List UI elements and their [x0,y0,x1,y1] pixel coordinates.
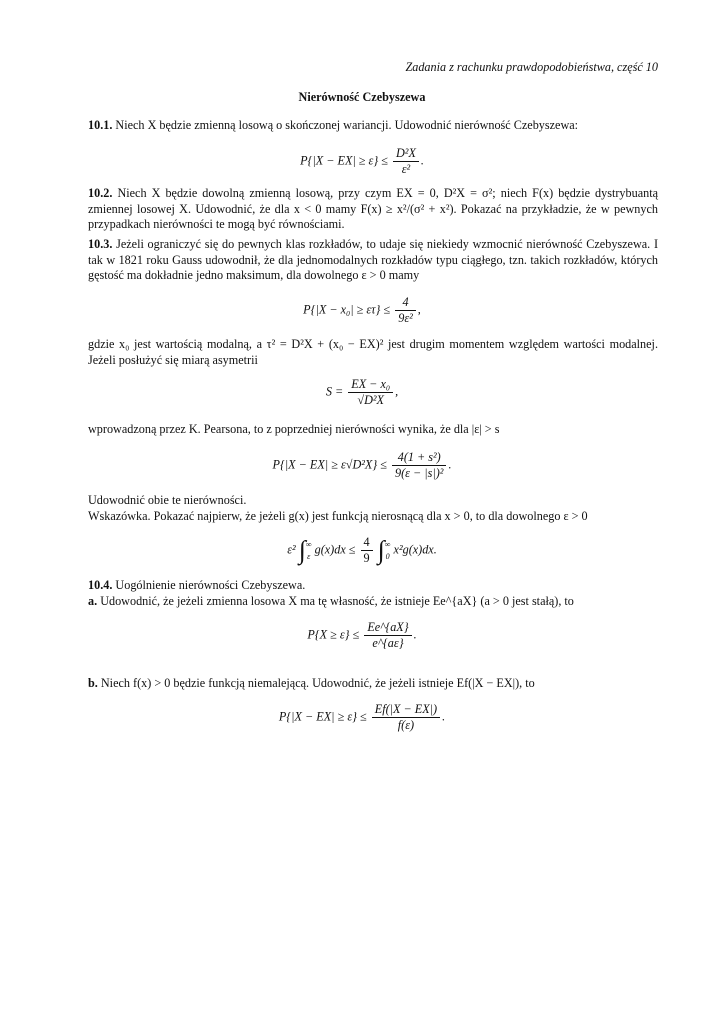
formula-a: ε² [287,542,296,557]
formula-fraction [395,295,416,326]
problem-number: 10.1. [88,118,113,132]
formula-end: . [442,709,446,724]
formula-lhs: P{|X − EX| ≥ ε} ≤ [278,709,367,724]
paragraph-pearson: wprowadzoną przez K. Pearsona, to z poprzedniej nierówności wynika, że dla |ε| > s [88,422,500,436]
fraction-denominator: f(ε) [397,718,415,732]
formula-gauss [0,295,724,326]
fraction-numerator: D²X [393,146,419,162]
formula-end: . [448,457,452,472]
problem-text: Udowodnić, że jeżeli zmienna losowa X ma tę własność, że istnieje Ee^{aX} (a > 0 jest stałą), to [100,594,574,608]
formula-general [0,702,724,733]
formula-lhs: P{X ≥ ε} ≤ [307,627,360,642]
fraction-numerator: 4 [395,295,416,311]
problem-number: a. [88,594,98,608]
formula-end: , [395,384,399,399]
integral-sign: ∫ [298,535,306,565]
problem-10-3 [88,237,658,284]
fraction-numerator: 4 [361,535,373,551]
problem-number: b. [88,676,98,690]
page-header: Zadania z rachunku prawdopodobieństwa, część 10 [405,60,658,74]
formula-fraction [392,450,446,481]
problem-text: Jeżeli ograniczyć się do pewnych klas rozkładów, to udaje się niekiedy wzmocnić nierówność Czebyszewa. I tak w 1821 roku Gauss udowodnił, że dla jednomodalnych rozkładów typu ciągłego, tzn. takich rozkładów, których gęstość ma dokładnie jedno maksimum, dla dowolnego ε > 0 mamy [88,237,659,283]
formula-lhs: P{|X − EX| ≥ ε} ≤ [300,153,388,168]
paragraph-hint: Wskazówka. Pokazać najpierw, że jeżeli g(x) jest funkcją nierosnącą dla x > 0, to dla dowolnego ε > 0 [88,509,588,523]
formula-fraction [348,377,393,408]
formula-end: . [420,153,424,168]
problem-text: Niech f(x) > 0 będzie funkcją niemalejącą. Udowodnić, że jeżeli istnieje Ef(|X − EX|), to [100,676,535,690]
formula-fraction [393,146,419,177]
formula-asymmetry [0,377,724,408]
problem-10-1 [88,118,658,134]
problem-number: 10.4. [88,578,113,592]
fraction-numerator: Ef(|X − EX|) [372,702,440,718]
formula-c: x²g(x)dx. [393,542,437,557]
problem-10-4a [88,594,658,610]
formula-fraction [361,535,373,566]
formula-lhs: P{|X − x₀| ≥ ετ} ≤ [303,302,391,317]
problem-10-4 [88,578,658,594]
problem-text: Niech X będzie zmienną losową o skończonej wariancji. Udowodnić nierówność Czebyszewa: [115,118,579,132]
problem-text: Niech X będzie dowolną zmienną losową, przy czym EX = 0, D²X = σ²; niech F(x) będzie dystrybuantą zmiennej losowej X. Udowodnić, że dla x < 0 mamy F(x) ≥ x²/(σ² + x²). Pokazać na przykładzie, że w pewnych przypadkach nierówności te mogą być równościami. [88,186,659,232]
paragraph-prove: Udowodnić obie te nierówności. [88,493,247,507]
fraction-numerator: EX − x₀ [348,377,393,393]
formula-end: . [413,627,417,642]
problem-10-2 [88,186,658,233]
fraction-numerator: Ee^{aX} [364,620,411,636]
problem-number: 10.2. [88,186,113,200]
upper-limit: ∞ [384,539,391,549]
fraction-denominator: 9ε² [398,311,413,325]
lower-limit: 0 [385,551,390,561]
fraction-denominator: √D²X [357,393,384,407]
fraction-denominator: e^{aε} [372,636,404,650]
fraction-denominator: ε² [401,162,411,176]
formula-exp [0,620,724,651]
page-title: Nierówność Czebyszewa [298,90,426,104]
problem-text: Uogólnienie nierówności Czebyszewa. [115,578,306,592]
paragraph-modal: gdzie x₀ jest wartością modalną, a τ² = D²X + (x₀ − EX)² jest drugim momentem względem wartości modalnej. Jeżeli posłużyć się miarą asymetrii [88,337,658,367]
formula-lhs: P{|X − EX| ≥ ε√D²X} ≤ [272,457,387,472]
formula-chebyshev [0,146,724,177]
problem-10-4b [88,676,658,692]
integral-sign: ∫ [377,535,385,565]
formula-end: , [417,302,421,317]
lower-limit: ε [307,551,311,561]
formula-pearson [0,450,724,481]
fraction-denominator: 9(ε − |s|)² [395,466,444,480]
fraction-numerator: 4(1 + s²) [392,450,446,466]
formula-integral [0,535,724,566]
formula-fraction [364,620,411,651]
fraction-denominator: 9 [363,551,370,565]
upper-limit: ∞ [305,539,312,549]
formula-lhs: S = [325,384,344,399]
formula-b: g(x)dx ≤ [314,542,356,557]
formula-fraction [372,702,440,733]
problem-number: 10.3. [88,237,113,251]
